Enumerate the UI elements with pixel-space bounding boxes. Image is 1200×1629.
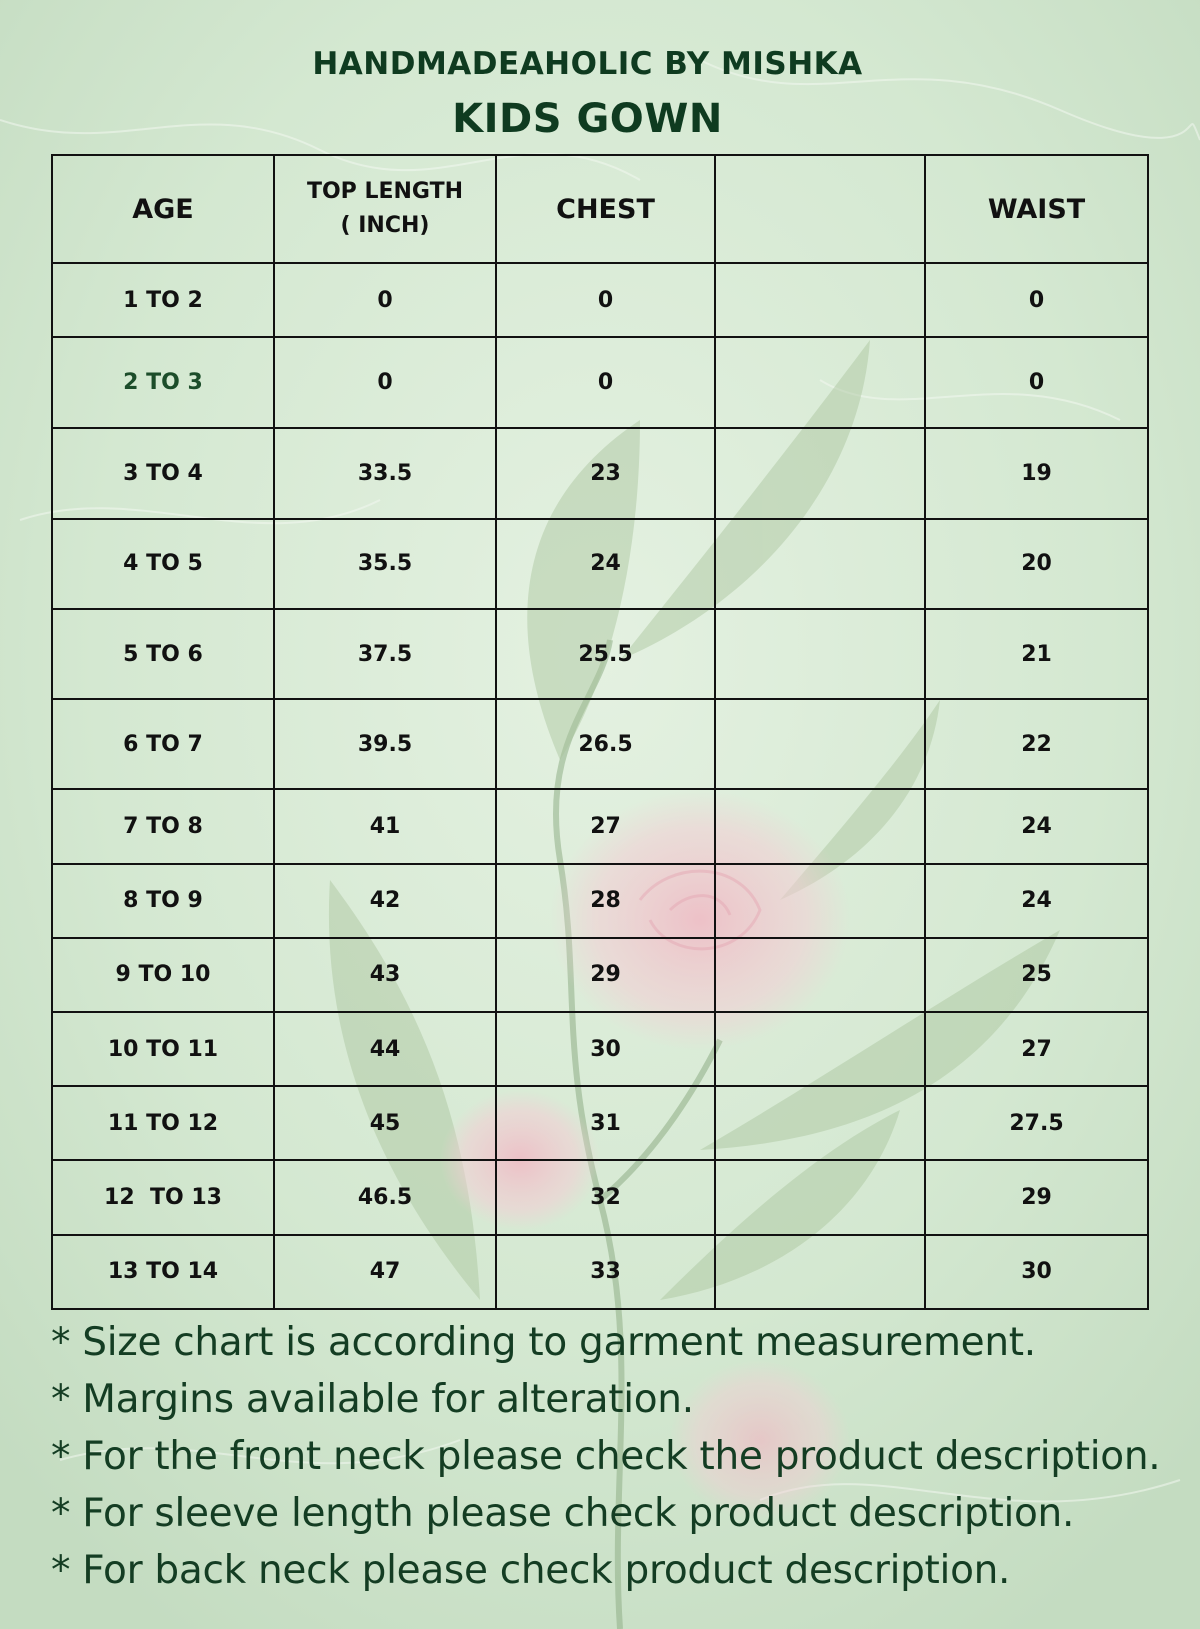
cell-chest: 26.5 bbox=[496, 699, 715, 789]
size-table bbox=[51, 154, 1149, 1310]
table-row bbox=[52, 609, 1148, 699]
cell-empty bbox=[715, 1012, 925, 1086]
note-garment-measurement: * Size chart is according to garment measurement. bbox=[51, 1320, 1036, 1365]
cell-waist: 21 bbox=[925, 609, 1148, 699]
cell-top-length: 45 bbox=[274, 1086, 496, 1160]
header-top-length-line1: TOP LENGTH bbox=[306, 179, 464, 204]
cell-chest: 27 bbox=[496, 789, 715, 863]
cell-waist: 29 bbox=[925, 1160, 1148, 1234]
table-row bbox=[52, 864, 1148, 938]
note-margins: * Margins available for alteration. bbox=[51, 1377, 694, 1422]
cell-top-length: 41 bbox=[274, 789, 496, 863]
cell-waist: 22 bbox=[925, 699, 1148, 789]
header-waist: WAIST bbox=[925, 155, 1148, 263]
cell-empty bbox=[715, 1235, 925, 1309]
cell-waist: 25 bbox=[925, 938, 1148, 1012]
cell-age: 4 TO 5 bbox=[52, 519, 274, 609]
cell-empty bbox=[715, 789, 925, 863]
table-row bbox=[52, 263, 1148, 337]
cell-age: 6 TO 7 bbox=[52, 699, 274, 789]
cell-age: 1 TO 2 bbox=[52, 263, 274, 337]
table-row bbox=[52, 337, 1148, 428]
cell-top-length: 0 bbox=[274, 263, 496, 337]
cell-empty bbox=[715, 519, 925, 609]
header-top-length bbox=[274, 155, 496, 263]
cell-age: 12 TO 13 bbox=[52, 1160, 274, 1234]
header-empty bbox=[715, 155, 925, 263]
cell-empty bbox=[715, 1160, 925, 1234]
table-row bbox=[52, 1160, 1148, 1234]
cell-chest: 23 bbox=[496, 428, 715, 518]
cell-chest: 25.5 bbox=[496, 609, 715, 699]
cell-waist: 30 bbox=[925, 1235, 1148, 1309]
cell-empty bbox=[715, 864, 925, 938]
table-header-row bbox=[52, 155, 1148, 263]
cell-top-length: 33.5 bbox=[274, 428, 496, 518]
cell-waist: 24 bbox=[925, 789, 1148, 863]
cell-age: 10 TO 11 bbox=[52, 1012, 274, 1086]
cell-chest: 32 bbox=[496, 1160, 715, 1234]
cell-top-length: 39.5 bbox=[274, 699, 496, 789]
cell-top-length: 42 bbox=[274, 864, 496, 938]
note-sleeve-length: * For sleeve length please check product description. bbox=[51, 1491, 1075, 1536]
table-row bbox=[52, 938, 1148, 1012]
cell-top-length: 0 bbox=[274, 337, 496, 428]
cell-waist: 27.5 bbox=[925, 1086, 1148, 1160]
table-row bbox=[52, 428, 1148, 518]
table-row bbox=[52, 789, 1148, 863]
cell-age: 8 TO 9 bbox=[52, 864, 274, 938]
cell-chest: 0 bbox=[496, 263, 715, 337]
cell-top-length: 43 bbox=[274, 938, 496, 1012]
cell-chest: 33 bbox=[496, 1235, 715, 1309]
cell-empty bbox=[715, 938, 925, 1012]
cell-age: 3 TO 4 bbox=[52, 428, 274, 518]
cell-chest: 28 bbox=[496, 864, 715, 938]
cell-empty bbox=[715, 1086, 925, 1160]
brand-name: HANDMADEAHOLIC BY MISHKA bbox=[312, 46, 863, 82]
cell-empty bbox=[715, 699, 925, 789]
cell-age: 9 TO 10 bbox=[52, 938, 274, 1012]
table-row bbox=[52, 1235, 1148, 1309]
cell-waist: 0 bbox=[925, 337, 1148, 428]
table-row bbox=[52, 699, 1148, 789]
header-age: AGE bbox=[52, 155, 274, 263]
page-title: KIDS GOWN bbox=[452, 96, 723, 142]
cell-empty bbox=[715, 263, 925, 337]
note-back-neck: * For back neck please check product description. bbox=[51, 1548, 1011, 1593]
cell-waist: 24 bbox=[925, 864, 1148, 938]
cell-chest: 30 bbox=[496, 1012, 715, 1086]
table-row bbox=[52, 1086, 1148, 1160]
cell-age: 13 TO 14 bbox=[52, 1235, 274, 1309]
header-chest: CHEST bbox=[496, 155, 715, 263]
cell-top-length: 46.5 bbox=[274, 1160, 496, 1234]
cell-top-length: 35.5 bbox=[274, 519, 496, 609]
table-row bbox=[52, 519, 1148, 609]
cell-chest: 0 bbox=[496, 337, 715, 428]
cell-waist: 27 bbox=[925, 1012, 1148, 1086]
cell-age: 7 TO 8 bbox=[52, 789, 274, 863]
cell-empty bbox=[715, 428, 925, 518]
cell-empty bbox=[715, 337, 925, 428]
cell-chest: 24 bbox=[496, 519, 715, 609]
header-top-length-line2: ( INCH) bbox=[340, 213, 430, 238]
cell-empty bbox=[715, 609, 925, 699]
cell-waist: 20 bbox=[925, 519, 1148, 609]
notes-list bbox=[51, 1314, 1191, 1599]
cell-top-length: 37.5 bbox=[274, 609, 496, 699]
cell-top-length: 47 bbox=[274, 1235, 496, 1309]
table-row bbox=[52, 1012, 1148, 1086]
cell-age: 5 TO 6 bbox=[52, 609, 274, 699]
note-front-neck: * For the front neck please check the product description. bbox=[51, 1434, 1161, 1479]
cell-waist: 19 bbox=[925, 428, 1148, 518]
cell-waist: 0 bbox=[925, 263, 1148, 337]
cell-age: 2 TO 3 bbox=[52, 337, 274, 428]
cell-age: 11 TO 12 bbox=[52, 1086, 274, 1160]
cell-chest: 29 bbox=[496, 938, 715, 1012]
cell-chest: 31 bbox=[496, 1086, 715, 1160]
cell-top-length: 44 bbox=[274, 1012, 496, 1086]
